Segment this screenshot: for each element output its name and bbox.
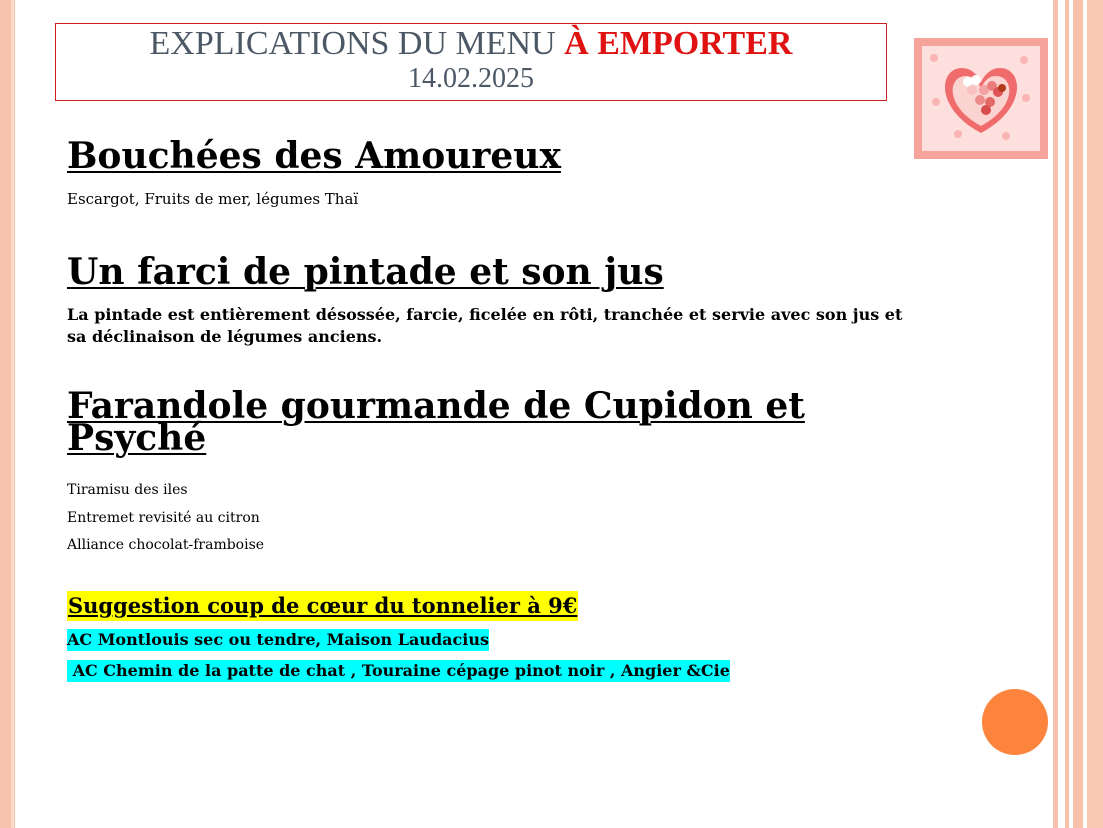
orange-circle (982, 689, 1048, 755)
title-box (55, 23, 887, 101)
page-title: EXPLICATIONS DU MENU À EMPORTER (149, 25, 793, 62)
section-title-pintade: Un farci de pintade et son jus (67, 251, 664, 293)
section-title-farandole: Farandole gourmande de Cupidon et Psyché (67, 385, 805, 459)
section-title-bouchees: Bouchées des Amoureux (67, 135, 561, 177)
hearts-icon (914, 38, 1048, 159)
title-accent: À EMPORTER (564, 25, 793, 62)
left-stripe (0, 0, 15, 828)
wine-item-1: AC Montlouis sec ou tendre, Maison Laudacius (67, 630, 489, 649)
dessert-item-2: Entremet revisité au citron (67, 510, 260, 526)
section-line-pintade: La pintade est entièrement désossée, farcie, ficelée en rôti, tranchée et servie avec son jus et sa déclinaison de légumes anciens. (67, 305, 903, 346)
section-line-bouchees: Escargot, Fruits de mer, légumes Thaï (67, 190, 359, 208)
right-stripes (1053, 0, 1103, 828)
wine-item-2: AC Chemin de la patte de chat , Touraine cépage pinot noir , Angier &Cie (67, 661, 730, 680)
dessert-item-1: Tiramisu des iles (67, 482, 188, 498)
page-date: 14.02.2025 (408, 63, 534, 94)
suggestion-title: Suggestion coup de cœur du tonnelier à 9€ (67, 591, 578, 621)
dessert-item-3: Alliance chocolat-framboise (67, 537, 265, 553)
